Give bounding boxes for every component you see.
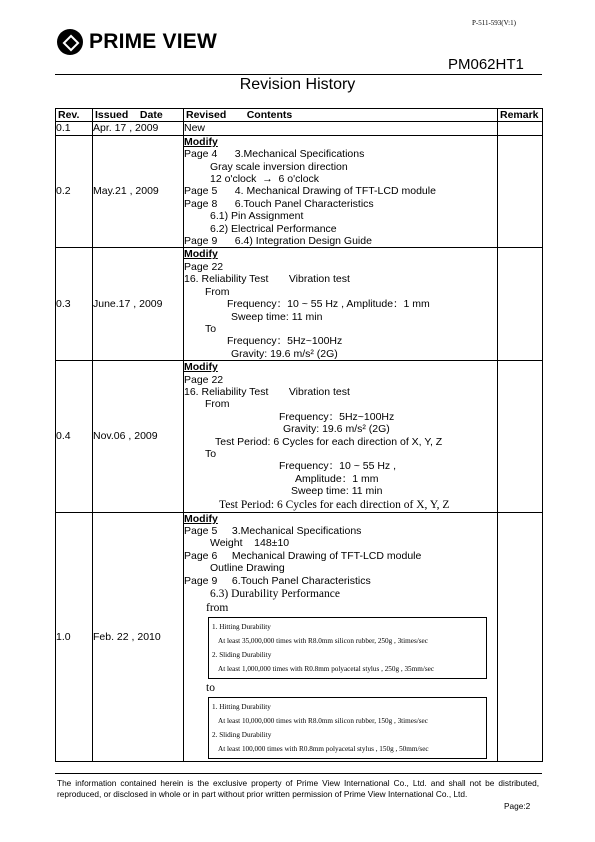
- header-issued-date: Issued Date: [93, 109, 184, 122]
- content-line: Page 6 Mechanical Drawing of TFT-LCD module: [184, 549, 422, 562]
- date-cell: Nov.06 , 2009: [93, 361, 184, 512]
- content-line: From: [205, 285, 230, 298]
- box-line: 2. Sliding Durability: [212, 651, 272, 660]
- content-line: Amplitude：1 mm: [295, 472, 379, 485]
- modify-label: Modify: [184, 248, 218, 261]
- rev-cell: 1.0: [56, 512, 93, 761]
- rev-cell: 0.4: [56, 361, 93, 512]
- content-line: Test Period: 6 Cycles for each direction of X, Y, Z: [215, 435, 443, 448]
- table-row: [56, 248, 543, 361]
- content-line: Gray scale inversion direction: [210, 160, 348, 173]
- contents-cell: [184, 135, 498, 248]
- table-row: [56, 122, 543, 135]
- remark-cell: [498, 512, 543, 761]
- from-durability-box: [208, 617, 487, 679]
- content-line: to: [206, 682, 215, 695]
- header-rev: Rev.: [56, 109, 93, 122]
- content-line: Page 5 3.Mechanical Specifications: [184, 525, 362, 537]
- to-durability-box: [208, 697, 487, 759]
- company-logo: [57, 29, 217, 55]
- remark-cell: [498, 135, 543, 248]
- content-line: Outline Drawing: [210, 562, 285, 575]
- contents-cell: [184, 122, 498, 135]
- date-cell: June.17 , 2009: [93, 248, 184, 361]
- content-line: 16. Reliability Test Vibration test: [184, 273, 350, 286]
- content-line: Page 4 3.Mechanical Specifications: [184, 148, 365, 161]
- remark-cell: [498, 122, 543, 135]
- content-line: Frequency：10 ~ 55 Hz , Amplitude：1 mm: [227, 298, 430, 311]
- content-line: Test Period: 6 Cycles for each direction of X, Y, Z: [219, 498, 450, 511]
- content-line: New: [184, 122, 206, 135]
- content-line: 6.1) Pin Assignment: [210, 210, 304, 223]
- modify-label: Modify: [184, 135, 218, 148]
- content-line: Sweep time: 11 min: [231, 310, 323, 323]
- content-line: from: [206, 602, 229, 615]
- content-line: Page 9 6.Touch Panel Characteristics: [184, 574, 371, 587]
- contents-cell: [184, 248, 498, 361]
- content-line: Frequency：5Hz~100Hz: [227, 335, 343, 348]
- revision-table: [55, 108, 543, 762]
- contents-cell: [184, 512, 498, 761]
- content-line: To: [205, 322, 217, 335]
- confidentiality-notice: The information contained herein is the exclusive property of Prime View International Co., Ltd. and shall not be distributed, reproduced, or disclosed in whole or in part without prior written permission of Prime View International Co., Ltd.: [57, 778, 539, 799]
- page-title: Revision History: [239, 76, 356, 93]
- rev-cell: 0.3: [56, 248, 93, 361]
- box-line: At least 1,000,000 times with R0.8mm polyacetal stylus , 250g , 35mm/sec: [218, 665, 435, 674]
- box-line: 1. Hitting Durability: [212, 703, 271, 712]
- content-line: Gravity: 19.6 m/s² (2G): [283, 423, 390, 436]
- rev-cell: 0.2: [56, 135, 93, 248]
- page-number: Page:2: [504, 801, 531, 811]
- remark-cell: [498, 361, 543, 512]
- header-divider: [55, 74, 542, 75]
- table-row: [56, 135, 543, 248]
- content-line: Frequency：5Hz~100Hz: [279, 410, 395, 423]
- content-line: Gravity: 19.6 m/s² (2G): [231, 347, 338, 360]
- content-line: From: [205, 398, 230, 411]
- modify-label: Modify: [184, 512, 218, 525]
- box-line: 2. Sliding Durability: [212, 731, 272, 740]
- box-line: At least 35,000,000 times with R8.0mm silicon rubber, 250g , 3times/sec: [218, 637, 428, 646]
- content-line: 12 o'clock → 6 o'clock: [210, 173, 320, 186]
- content-line: Sweep time: 11 min: [291, 485, 383, 498]
- remark-cell: [498, 248, 543, 361]
- modify-label: Modify: [184, 361, 218, 374]
- content-line: Page 22: [184, 373, 224, 386]
- box-line: At least 10,000,000 times with R8.0mm silicon rubber, 150g , 3times/sec: [218, 717, 428, 726]
- box-line: 1. Hitting Durability: [212, 623, 271, 632]
- rev-cell: 0.1: [56, 122, 93, 135]
- table-row: [56, 512, 543, 761]
- content-line: 6.2) Electrical Performance: [210, 222, 337, 235]
- footer-divider: [55, 773, 542, 774]
- date-cell: Feb. 22 , 2010: [93, 512, 184, 761]
- content-line: Page 9 6.4) Integration Design Guide: [184, 235, 372, 248]
- date-cell: May.21 , 2009: [93, 135, 184, 248]
- content-line: To: [205, 447, 217, 460]
- content-line: 6.3) Durability Performance: [210, 588, 340, 601]
- header-remark: Remark: [498, 109, 543, 122]
- header-revised-contents: Revised Contents: [184, 109, 498, 122]
- content-line: Weight 148±10: [210, 537, 290, 550]
- document-reference: P-511-593(V:1): [472, 19, 516, 27]
- table-row: [56, 361, 543, 512]
- contents-cell: [184, 361, 498, 512]
- table-header-row: [56, 109, 543, 122]
- company-name: PRIME VIEW: [89, 30, 218, 53]
- date-cell: Apr. 17 , 2009: [93, 122, 184, 135]
- box-line: At least 100,000 times with R0.8mm polyacetal stylus , 150g , 50mm/sec: [218, 745, 429, 754]
- content-line: 16. Reliability Test Vibration test: [184, 385, 350, 398]
- model-number: PM062HT1: [448, 56, 524, 73]
- content-line: Frequency：10 ~ 55 Hz ,: [279, 460, 397, 473]
- prime-view-diamond-icon: [57, 29, 83, 55]
- content-line: Page 8 6.Touch Panel Characteristics: [184, 197, 374, 210]
- content-line: Page 5 4. Mechanical Drawing of TFT-LCD module: [184, 185, 436, 198]
- content-line: Page 22: [184, 260, 224, 273]
